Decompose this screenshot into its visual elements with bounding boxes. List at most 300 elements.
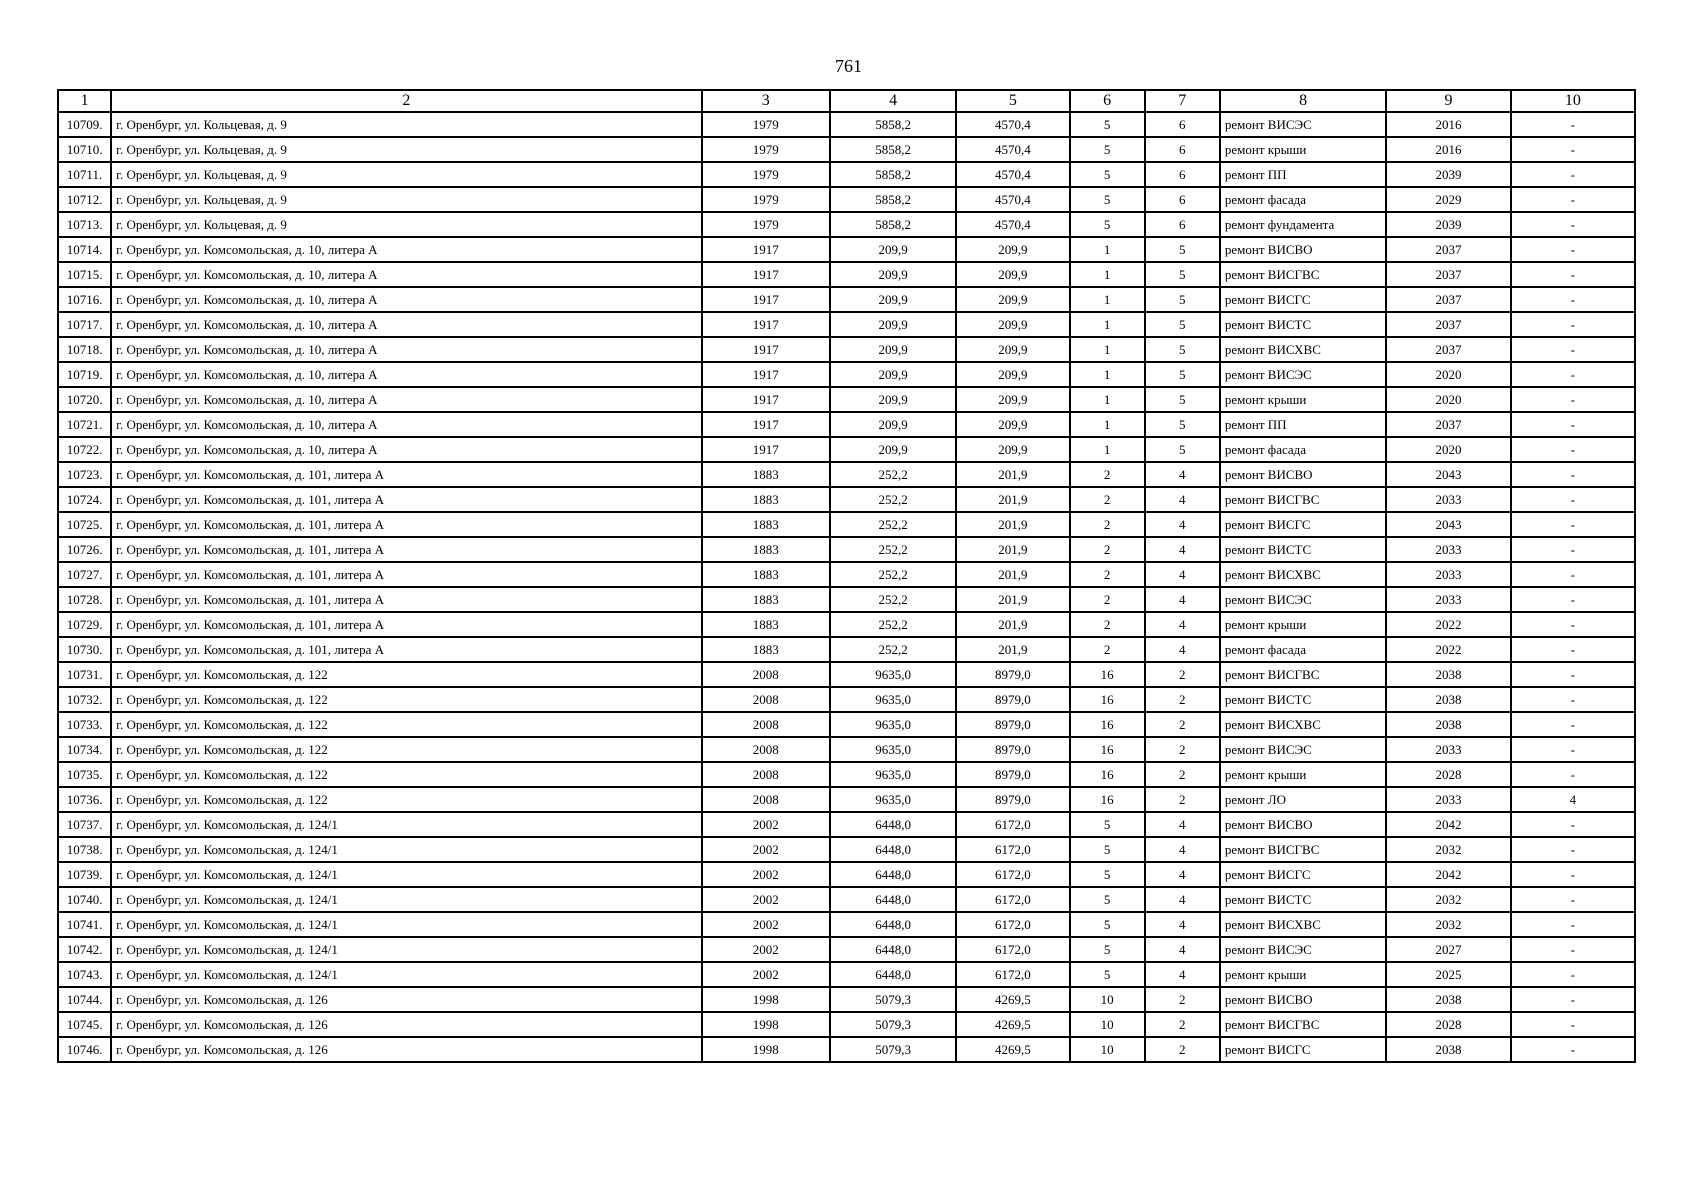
total-area: 6448,0 xyxy=(830,937,956,962)
planned-year: 2037 xyxy=(1386,262,1510,287)
address: г. Оренбург, ул. Комсомольская, д. 10, литера А xyxy=(111,237,701,262)
table-row xyxy=(58,1037,1635,1062)
total-area: 9635,0 xyxy=(830,687,956,712)
living-area: 4570,4 xyxy=(956,162,1069,187)
column-10-value: - xyxy=(1511,262,1635,287)
year-built: 1979 xyxy=(702,187,830,212)
table-row xyxy=(58,487,1635,512)
living-area: 201,9 xyxy=(956,462,1069,487)
entrances: 4 xyxy=(1145,462,1220,487)
planned-year: 2033 xyxy=(1386,787,1510,812)
entrances: 4 xyxy=(1145,612,1220,637)
year-built: 1998 xyxy=(702,987,830,1012)
living-area: 6172,0 xyxy=(956,912,1069,937)
row-number: 10740. xyxy=(58,887,111,912)
address: г. Оренбург, ул. Комсомольская, д. 101, литера А xyxy=(111,487,701,512)
column-header: 7 xyxy=(1145,90,1220,112)
address: г. Оренбург, ул. Комсомольская, д. 101, литера А xyxy=(111,637,701,662)
total-area: 252,2 xyxy=(830,562,956,587)
work-type: ремонт ВИСТС xyxy=(1220,312,1386,337)
living-area: 8979,0 xyxy=(956,762,1069,787)
table-row xyxy=(58,287,1635,312)
planned-year: 2039 xyxy=(1386,212,1510,237)
column-10-value: 4 xyxy=(1511,787,1635,812)
table-row xyxy=(58,112,1635,137)
living-area: 8979,0 xyxy=(956,737,1069,762)
floors: 2 xyxy=(1070,637,1145,662)
year-built: 1883 xyxy=(702,462,830,487)
row-number: 10712. xyxy=(58,187,111,212)
table-row xyxy=(58,462,1635,487)
total-area: 9635,0 xyxy=(830,662,956,687)
total-area: 209,9 xyxy=(830,287,956,312)
row-number: 10711. xyxy=(58,162,111,187)
row-number: 10743. xyxy=(58,962,111,987)
year-built: 2008 xyxy=(702,737,830,762)
planned-year: 2042 xyxy=(1386,812,1510,837)
total-area: 252,2 xyxy=(830,587,956,612)
year-built: 1917 xyxy=(702,287,830,312)
year-built: 1883 xyxy=(702,512,830,537)
floors: 1 xyxy=(1070,312,1145,337)
column-header: 3 xyxy=(702,90,830,112)
year-built: 1979 xyxy=(702,212,830,237)
column-header: 10 xyxy=(1511,90,1635,112)
floors: 5 xyxy=(1070,962,1145,987)
column-10-value: - xyxy=(1511,637,1635,662)
page-number: 761 xyxy=(835,56,862,76)
table-row xyxy=(58,312,1635,337)
work-type: ремонт ВИСГВС xyxy=(1220,262,1386,287)
work-type: ремонт ВИСЭС xyxy=(1220,587,1386,612)
table-row xyxy=(58,187,1635,212)
floors: 2 xyxy=(1070,462,1145,487)
column-10-value: - xyxy=(1511,587,1635,612)
total-area: 5858,2 xyxy=(830,137,956,162)
column-10-value: - xyxy=(1511,562,1635,587)
address: г. Оренбург, ул. Комсомольская, д. 126 xyxy=(111,1012,701,1037)
row-number: 10724. xyxy=(58,487,111,512)
planned-year: 2032 xyxy=(1386,887,1510,912)
planned-year: 2037 xyxy=(1386,337,1510,362)
table-row xyxy=(58,162,1635,187)
column-10-value: - xyxy=(1511,537,1635,562)
living-area: 201,9 xyxy=(956,537,1069,562)
column-10-value: - xyxy=(1511,712,1635,737)
work-type: ремонт ВИСГВС xyxy=(1220,487,1386,512)
year-built: 1917 xyxy=(702,437,830,462)
year-built: 1917 xyxy=(702,237,830,262)
address: г. Оренбург, ул. Комсомольская, д. 122 xyxy=(111,762,701,787)
table-row xyxy=(58,137,1635,162)
floors: 1 xyxy=(1070,237,1145,262)
total-area: 209,9 xyxy=(830,312,956,337)
living-area: 201,9 xyxy=(956,612,1069,637)
column-10-value: - xyxy=(1511,612,1635,637)
entrances: 4 xyxy=(1145,837,1220,862)
row-number: 10717. xyxy=(58,312,111,337)
planned-year: 2033 xyxy=(1386,562,1510,587)
work-type: ремонт ВИСГС xyxy=(1220,1037,1386,1062)
entrances: 5 xyxy=(1145,362,1220,387)
column-10-value: - xyxy=(1511,412,1635,437)
year-built: 2008 xyxy=(702,662,830,687)
column-10-value: - xyxy=(1511,662,1635,687)
floors: 10 xyxy=(1070,1037,1145,1062)
work-type: ремонт ВИСГС xyxy=(1220,287,1386,312)
year-built: 2002 xyxy=(702,837,830,862)
floors: 2 xyxy=(1070,487,1145,512)
row-number: 10729. xyxy=(58,612,111,637)
living-area: 8979,0 xyxy=(956,687,1069,712)
table-row xyxy=(58,237,1635,262)
living-area: 4269,5 xyxy=(956,1012,1069,1037)
entrances: 4 xyxy=(1145,512,1220,537)
column-10-value: - xyxy=(1511,437,1635,462)
total-area: 5079,3 xyxy=(830,1012,956,1037)
column-10-value: - xyxy=(1511,287,1635,312)
year-built: 2002 xyxy=(702,937,830,962)
table-row xyxy=(58,437,1635,462)
address: г. Оренбург, ул. Комсомольская, д. 122 xyxy=(111,687,701,712)
table-row xyxy=(58,662,1635,687)
floors: 16 xyxy=(1070,762,1145,787)
living-area: 8979,0 xyxy=(956,712,1069,737)
entrances: 2 xyxy=(1145,787,1220,812)
address: г. Оренбург, ул. Комсомольская, д. 124/1 xyxy=(111,837,701,862)
floors: 2 xyxy=(1070,512,1145,537)
year-built: 2002 xyxy=(702,812,830,837)
row-number: 10735. xyxy=(58,762,111,787)
column-10-value: - xyxy=(1511,762,1635,787)
planned-year: 2028 xyxy=(1386,762,1510,787)
work-type: ремонт ВИСВО xyxy=(1220,237,1386,262)
living-area: 4570,4 xyxy=(956,112,1069,137)
work-type: ремонт ВИСВО xyxy=(1220,812,1386,837)
living-area: 6172,0 xyxy=(956,962,1069,987)
row-number: 10737. xyxy=(58,812,111,837)
floors: 5 xyxy=(1070,212,1145,237)
planned-year: 2033 xyxy=(1386,587,1510,612)
work-type: ремонт фасада xyxy=(1220,637,1386,662)
row-number: 10739. xyxy=(58,862,111,887)
work-type: ремонт ВИСГВС xyxy=(1220,1012,1386,1037)
living-area: 209,9 xyxy=(956,237,1069,262)
work-type: ремонт ВИСТС xyxy=(1220,537,1386,562)
table-row xyxy=(58,512,1635,537)
column-10-value: - xyxy=(1511,912,1635,937)
table-row xyxy=(58,587,1635,612)
row-number: 10718. xyxy=(58,337,111,362)
entrances: 6 xyxy=(1145,187,1220,212)
work-type: ремонт крыши xyxy=(1220,387,1386,412)
floors: 5 xyxy=(1070,837,1145,862)
column-header: 1 xyxy=(58,90,111,112)
entrances: 2 xyxy=(1145,1012,1220,1037)
living-area: 209,9 xyxy=(956,362,1069,387)
year-built: 1979 xyxy=(702,137,830,162)
column-10-value: - xyxy=(1511,162,1635,187)
address: г. Оренбург, ул. Комсомольская, д. 101, литера А xyxy=(111,537,701,562)
planned-year: 2037 xyxy=(1386,312,1510,337)
row-number: 10709. xyxy=(58,112,111,137)
floors: 1 xyxy=(1070,387,1145,412)
address: г. Оренбург, ул. Комсомольская, д. 10, литера А xyxy=(111,337,701,362)
row-number: 10742. xyxy=(58,937,111,962)
floors: 5 xyxy=(1070,137,1145,162)
column-10-value: - xyxy=(1511,362,1635,387)
year-built: 2008 xyxy=(702,762,830,787)
row-number: 10714. xyxy=(58,237,111,262)
year-built: 1883 xyxy=(702,637,830,662)
column-header: 9 xyxy=(1386,90,1510,112)
work-type: ремонт ВИСЭС xyxy=(1220,737,1386,762)
table-row xyxy=(58,412,1635,437)
column-10-value: - xyxy=(1511,212,1635,237)
living-area: 209,9 xyxy=(956,437,1069,462)
living-area: 209,9 xyxy=(956,312,1069,337)
year-built: 1917 xyxy=(702,337,830,362)
table-row xyxy=(58,687,1635,712)
floors: 5 xyxy=(1070,812,1145,837)
work-type: ремонт ВИСТС xyxy=(1220,887,1386,912)
work-type: ремонт ВИСТС xyxy=(1220,687,1386,712)
address: г. Оренбург, ул. Комсомольская, д. 124/1 xyxy=(111,912,701,937)
entrances: 2 xyxy=(1145,687,1220,712)
planned-year: 2033 xyxy=(1386,487,1510,512)
total-area: 252,2 xyxy=(830,637,956,662)
living-area: 6172,0 xyxy=(956,862,1069,887)
total-area: 252,2 xyxy=(830,512,956,537)
work-type: ремонт ВИСВО xyxy=(1220,462,1386,487)
table-row xyxy=(58,612,1635,637)
row-number: 10723. xyxy=(58,462,111,487)
table-row xyxy=(58,737,1635,762)
table-row xyxy=(58,987,1635,1012)
work-type: ремонт ВИСГС xyxy=(1220,512,1386,537)
living-area: 201,9 xyxy=(956,512,1069,537)
floors: 1 xyxy=(1070,362,1145,387)
work-type: ремонт ЛО xyxy=(1220,787,1386,812)
address: г. Оренбург, ул. Комсомольская, д. 126 xyxy=(111,987,701,1012)
planned-year: 2042 xyxy=(1386,862,1510,887)
table-row xyxy=(58,212,1635,237)
row-number: 10728. xyxy=(58,587,111,612)
total-area: 252,2 xyxy=(830,462,956,487)
planned-year: 2028 xyxy=(1386,1012,1510,1037)
column-10-value: - xyxy=(1511,987,1635,1012)
column-10-value: - xyxy=(1511,487,1635,512)
table-row xyxy=(58,562,1635,587)
row-number: 10710. xyxy=(58,137,111,162)
table-row xyxy=(58,762,1635,787)
living-area: 4570,4 xyxy=(956,187,1069,212)
total-area: 209,9 xyxy=(830,387,956,412)
total-area: 209,9 xyxy=(830,412,956,437)
address: г. Оренбург, ул. Комсомольская, д. 124/1 xyxy=(111,937,701,962)
work-type: ремонт крыши xyxy=(1220,612,1386,637)
planned-year: 2033 xyxy=(1386,537,1510,562)
work-type: ремонт ВИСЭС xyxy=(1220,937,1386,962)
column-10-value: - xyxy=(1511,512,1635,537)
row-number: 10722. xyxy=(58,437,111,462)
year-built: 1883 xyxy=(702,587,830,612)
planned-year: 2022 xyxy=(1386,612,1510,637)
work-type: ремонт ВИСГВС xyxy=(1220,662,1386,687)
year-built: 1917 xyxy=(702,412,830,437)
row-number: 10733. xyxy=(58,712,111,737)
year-built: 2002 xyxy=(702,887,830,912)
work-type: ремонт крыши xyxy=(1220,137,1386,162)
floors: 5 xyxy=(1070,862,1145,887)
planned-year: 2043 xyxy=(1386,462,1510,487)
entrances: 4 xyxy=(1145,937,1220,962)
entrances: 4 xyxy=(1145,487,1220,512)
address: г. Оренбург, ул. Комсомольская, д. 124/1 xyxy=(111,862,701,887)
planned-year: 2038 xyxy=(1386,662,1510,687)
column-10-value: - xyxy=(1511,462,1635,487)
total-area: 6448,0 xyxy=(830,812,956,837)
living-area: 8979,0 xyxy=(956,787,1069,812)
living-area: 209,9 xyxy=(956,412,1069,437)
entrances: 5 xyxy=(1145,287,1220,312)
entrances: 4 xyxy=(1145,637,1220,662)
entrances: 6 xyxy=(1145,112,1220,137)
column-10-value: - xyxy=(1511,1037,1635,1062)
planned-year: 2033 xyxy=(1386,737,1510,762)
column-header: 8 xyxy=(1220,90,1386,112)
address: г. Оренбург, ул. Комсомольская, д. 10, литера А xyxy=(111,387,701,412)
work-type: ремонт ВИСГВС xyxy=(1220,837,1386,862)
entrances: 6 xyxy=(1145,162,1220,187)
year-built: 1883 xyxy=(702,537,830,562)
year-built: 1979 xyxy=(702,112,830,137)
total-area: 6448,0 xyxy=(830,912,956,937)
living-area: 209,9 xyxy=(956,337,1069,362)
row-number: 10720. xyxy=(58,387,111,412)
column-10-value: - xyxy=(1511,937,1635,962)
address: г. Оренбург, ул. Комсомольская, д. 124/1 xyxy=(111,887,701,912)
planned-year: 2038 xyxy=(1386,1037,1510,1062)
year-built: 1883 xyxy=(702,562,830,587)
floors: 16 xyxy=(1070,662,1145,687)
column-10-value: - xyxy=(1511,1012,1635,1037)
work-type: ремонт ВИСГС xyxy=(1220,862,1386,887)
entrances: 2 xyxy=(1145,762,1220,787)
total-area: 9635,0 xyxy=(830,787,956,812)
floors: 1 xyxy=(1070,437,1145,462)
address: г. Оренбург, ул. Кольцевая, д. 9 xyxy=(111,212,701,237)
floors: 10 xyxy=(1070,987,1145,1012)
entrances: 2 xyxy=(1145,662,1220,687)
column-header: 4 xyxy=(830,90,956,112)
floors: 1 xyxy=(1070,262,1145,287)
address: г. Оренбург, ул. Комсомольская, д. 126 xyxy=(111,1037,701,1062)
planned-year: 2037 xyxy=(1386,237,1510,262)
floors: 1 xyxy=(1070,287,1145,312)
planned-year: 2037 xyxy=(1386,287,1510,312)
total-area: 252,2 xyxy=(830,487,956,512)
living-area: 6172,0 xyxy=(956,837,1069,862)
column-10-value: - xyxy=(1511,687,1635,712)
row-number: 10741. xyxy=(58,912,111,937)
column-10-value: - xyxy=(1511,837,1635,862)
floors: 1 xyxy=(1070,337,1145,362)
column-10-value: - xyxy=(1511,237,1635,262)
address: г. Оренбург, ул. Комсомольская, д. 101, литера А xyxy=(111,562,701,587)
row-number: 10745. xyxy=(58,1012,111,1037)
entrances: 4 xyxy=(1145,962,1220,987)
row-number: 10736. xyxy=(58,787,111,812)
entrances: 5 xyxy=(1145,412,1220,437)
planned-year: 2032 xyxy=(1386,837,1510,862)
column-10-value: - xyxy=(1511,137,1635,162)
year-built: 1917 xyxy=(702,387,830,412)
row-number: 10731. xyxy=(58,662,111,687)
year-built: 1998 xyxy=(702,1037,830,1062)
living-area: 4269,5 xyxy=(956,1037,1069,1062)
planned-year: 2020 xyxy=(1386,362,1510,387)
entrances: 2 xyxy=(1145,987,1220,1012)
floors: 10 xyxy=(1070,1012,1145,1037)
living-area: 201,9 xyxy=(956,487,1069,512)
total-area: 209,9 xyxy=(830,237,956,262)
column-10-value: - xyxy=(1511,112,1635,137)
planned-year: 2022 xyxy=(1386,637,1510,662)
work-type: ремонт ВИСХВС xyxy=(1220,562,1386,587)
entrances: 4 xyxy=(1145,562,1220,587)
year-built: 2002 xyxy=(702,962,830,987)
year-built: 1883 xyxy=(702,612,830,637)
floors: 2 xyxy=(1070,562,1145,587)
column-10-value: - xyxy=(1511,887,1635,912)
entrances: 6 xyxy=(1145,137,1220,162)
table-row xyxy=(58,862,1635,887)
planned-year: 2032 xyxy=(1386,912,1510,937)
address: г. Оренбург, ул. Кольцевая, д. 9 xyxy=(111,112,701,137)
work-type: ремонт ПП xyxy=(1220,412,1386,437)
entrances: 4 xyxy=(1145,537,1220,562)
address: г. Оренбург, ул. Комсомольская, д. 10, литера А xyxy=(111,312,701,337)
address: г. Оренбург, ул. Комсомольская, д. 101, литера А xyxy=(111,587,701,612)
planned-year: 2020 xyxy=(1386,437,1510,462)
living-area: 6172,0 xyxy=(956,812,1069,837)
row-number: 10734. xyxy=(58,737,111,762)
total-area: 9635,0 xyxy=(830,712,956,737)
year-built: 1883 xyxy=(702,487,830,512)
table-row xyxy=(58,812,1635,837)
living-area: 209,9 xyxy=(956,287,1069,312)
year-built: 1998 xyxy=(702,1012,830,1037)
planned-year: 2027 xyxy=(1386,937,1510,962)
year-built: 2008 xyxy=(702,712,830,737)
repair-schedule-table xyxy=(57,89,1636,1063)
work-type: ремонт ВИСХВС xyxy=(1220,337,1386,362)
planned-year: 2038 xyxy=(1386,712,1510,737)
column-10-value: - xyxy=(1511,187,1635,212)
planned-year: 2025 xyxy=(1386,962,1510,987)
header-row xyxy=(58,90,1635,112)
total-area: 209,9 xyxy=(830,262,956,287)
column-10-value: - xyxy=(1511,812,1635,837)
table-row xyxy=(58,787,1635,812)
total-area: 5079,3 xyxy=(830,1037,956,1062)
address: г. Оренбург, ул. Комсомольская, д. 101, литера А xyxy=(111,612,701,637)
table-row xyxy=(58,387,1635,412)
address: г. Оренбург, ул. Кольцевая, д. 9 xyxy=(111,137,701,162)
floors: 5 xyxy=(1070,912,1145,937)
floors: 5 xyxy=(1070,162,1145,187)
